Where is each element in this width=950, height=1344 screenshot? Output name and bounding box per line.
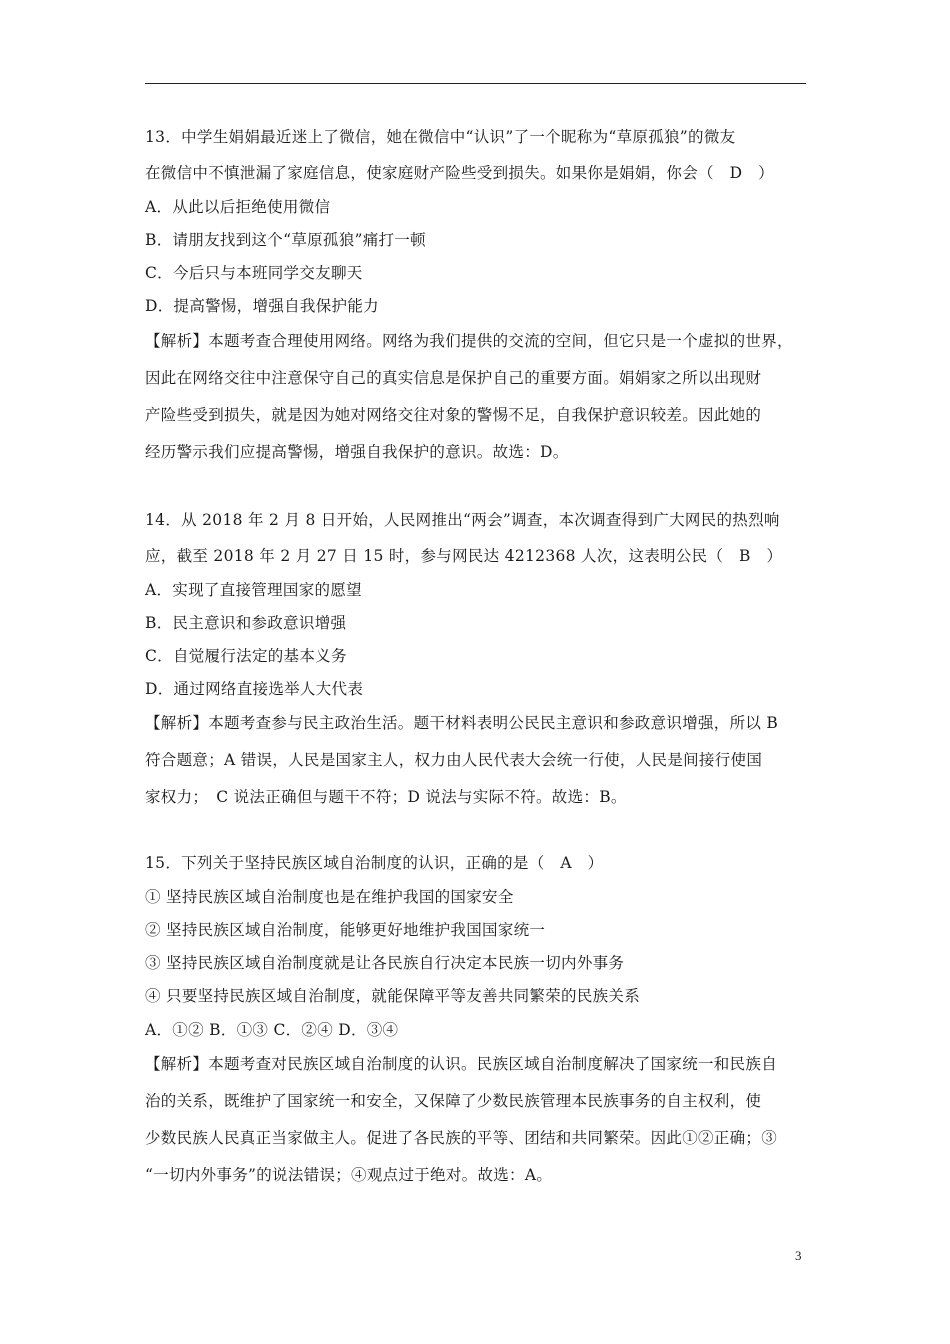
- option-c: C．自觉履行法定的基本义务: [145, 647, 347, 665]
- question-stem: 应，截至 2018 年 2 月 27 日 15 时，参与网民达 4212368 人次，这表明公民（ B ）: [145, 547, 783, 565]
- statement-2: ② 坚持民族区域自治制度，能够更好地维护我国国家统一: [145, 921, 546, 939]
- analysis-line: 因此在网络交往中注意保守自己的真实信息是保护自己的重要方面。娟娟家之所以出现财: [145, 369, 762, 387]
- question-stem: 在微信中不慎泄漏了家庭信息，使家庭财产险些受到损失。如果你是娟娟，你会（ D ）: [145, 164, 774, 182]
- analysis-line: 符合题意；A 错误，人民是国家主人，权力由人民代表大会统一行使，人民是间接行使国: [145, 751, 763, 769]
- question-stem: 15．下列关于坚持民族区域自治制度的认识，正确的是（ A ）: [145, 854, 604, 872]
- analysis-line: 经历警示我们应提高警惕，增强自我保护的意识。故选：D。: [145, 443, 569, 461]
- analysis-line: “一切内外事务”的说法错误；④观点过于绝对。故选：A。: [145, 1166, 553, 1184]
- option-a: A．实现了直接管理国家的愿望: [145, 581, 362, 599]
- header-rule: [145, 83, 806, 84]
- statement-4: ④ 只要坚持民族区域自治制度，就能保障平等友善共同繁荣的民族关系: [145, 987, 641, 1005]
- analysis-line: 少数民族人民真正当家做主人。促进了各民族的平等、团结和共同繁荣。因此①②正确；③: [145, 1129, 778, 1147]
- analysis-line: 【解析】本题考查合理使用网络。网络为我们提供的交流的空间，但它只是一个虚拟的世界，: [145, 332, 793, 350]
- analysis-line: 产险些受到损失，就是因为她对网络交往对象的警惕不足，自我保护意识较差。因此她的: [145, 406, 762, 424]
- option-d: D．通过网络直接选举人大代表: [145, 680, 364, 698]
- analysis-line: 治的关系，既维护了国家统一和安全，又保障了少数民族管理本民族事务的自主权利，使: [145, 1092, 762, 1110]
- question-stem: 14．从 2018 年 2 月 8 日开始，人民网推出“两会”调查，本次调查得到广大网民的热烈响: [145, 511, 780, 529]
- option-b: B．请朋友找到这个“草原孤狼”痛打一顿: [145, 231, 426, 249]
- question-stem: 13．中学生娟娟最近迷上了微信，她在微信中“认识”了一个昵称为“草原孤狼”的微友: [145, 128, 736, 146]
- option-c: C．今后只与本班同学交友聊天: [145, 264, 363, 282]
- option-d: D．提高警惕，增强自我保护能力: [145, 297, 379, 315]
- option-b: B．民主意识和参政意识增强: [145, 614, 347, 632]
- page-number: 3: [795, 1248, 802, 1263]
- analysis-line: 【解析】本题考查参与民主政治生活。题干材料表明公民民主意识和参政意识增强，所以 B: [145, 714, 779, 732]
- analysis-line: 家权力； C 说法正确但与题干不符；D 说法与实际不符。故选：B。: [145, 788, 627, 806]
- statement-3: ③ 坚持民族区域自治制度就是让各民族自行决定本民族一切内外事务: [145, 954, 625, 972]
- statement-1: ① 坚持民族区域自治制度也是在维护我国的国家安全: [145, 888, 514, 906]
- option-a: A．从此以后拒绝使用微信: [145, 198, 331, 216]
- analysis-line: 【解析】本题考查对民族区域自治制度的认识。民族区域自治制度解决了国家统一和民族自: [145, 1055, 778, 1073]
- answer-choices: A．①② B．①③ C．②④ D．③④: [145, 1021, 399, 1039]
